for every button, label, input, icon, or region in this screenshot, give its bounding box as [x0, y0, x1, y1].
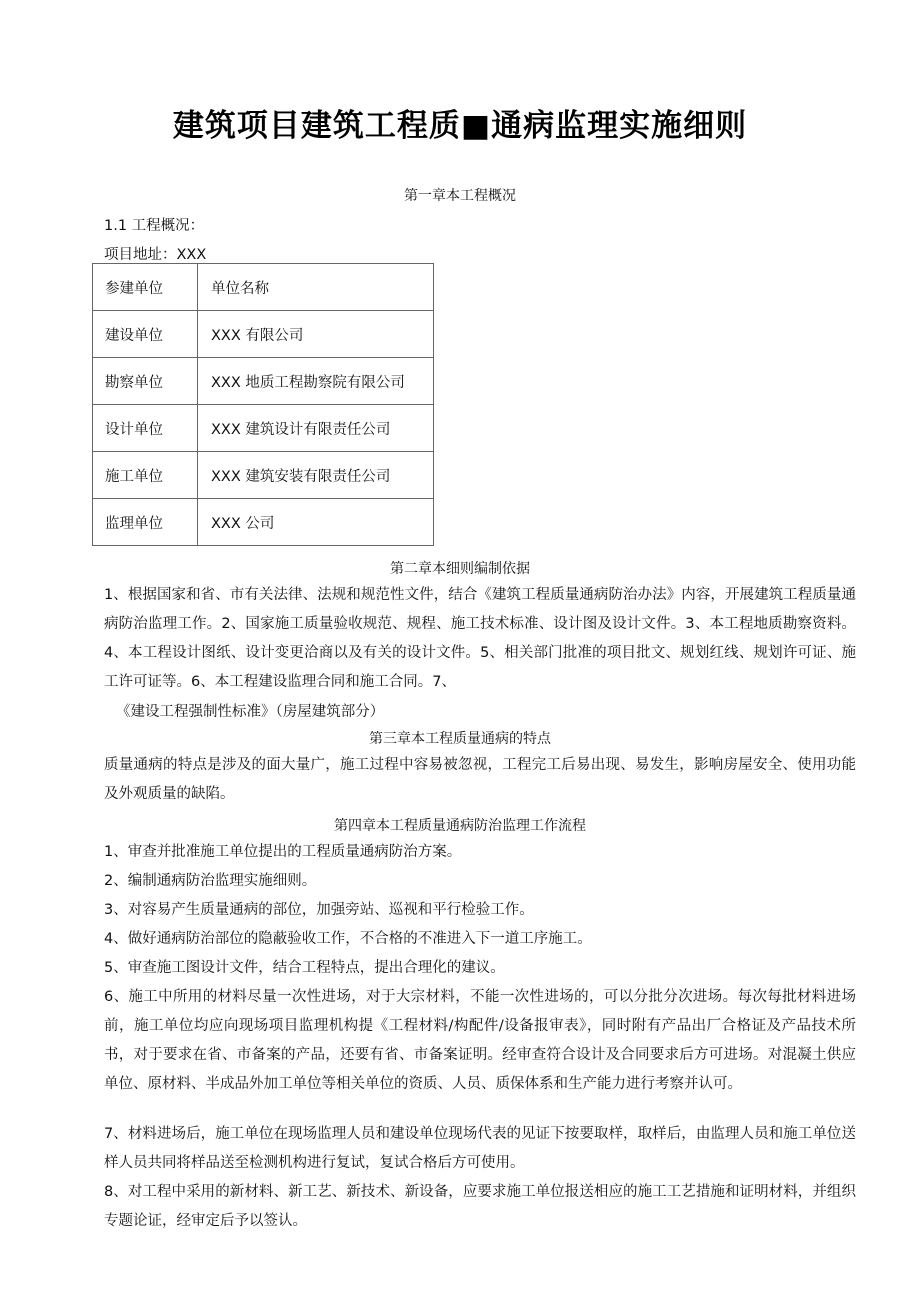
table-cell: XXX 建筑安装有限责任公司 [198, 452, 434, 499]
table-row [93, 358, 434, 405]
table-row [93, 405, 434, 452]
project-address: 项目地址：XXX [104, 247, 207, 263]
participating-units-table [92, 263, 434, 546]
table-cell: XXX 公司 [198, 499, 434, 546]
chapter-4-item: 8、对工程中采用的新材料、新工艺、新技术、新设备，应要求施工单位报送相应的施工工艺措施和证明材料，并组织专题论证，经审定后予以签认。 [104, 1184, 856, 1229]
chapter-4-item: 6、施工中所用的材料尽量一次性进场，对于大宗材料，不能一次性进场的，可以分批分次进场。每次每批材料进场前，施工单位均应向现场项目监理机构提《工程材料/构配件/设备报审表》，同时附有产品出厂合格证及产品技术所书，对于要求在省、市备案的产品，还要有省、市备案证明。经审查符合设计及合同要求后方可进场。对混凝土供应单位、原材料、半成品外加工单位等相关单位的资质、人员、质保体系和生产能力进行考察并认可。 [104, 989, 856, 1092]
chapter-2-body-tail: 《建设工程强制性标准》（房屋建筑部分） [116, 704, 385, 720]
table-cell: 建设单位 [93, 311, 198, 358]
chapter-3-heading: 第三章本工程质量通病的特点 [369, 731, 551, 747]
table-header-row [93, 264, 434, 311]
table-cell: 参建单位 [93, 264, 198, 311]
chapter-4-item: 4、做好通病防治部位的隐蔽验收工作，不合格的不准进入下一道工序施工。 [104, 931, 592, 947]
table-cell: 设计单位 [93, 405, 198, 452]
document-title: 建筑项目建筑工程质■通病监理实施细则 [172, 108, 748, 144]
table-cell: 勘察单位 [93, 358, 198, 405]
chapter-4-heading: 第四章本工程质量通病防治监理工作流程 [334, 818, 586, 834]
table-row [93, 452, 434, 499]
chapter-2-heading: 第二章本细则编制依据 [390, 561, 530, 577]
chapter-4-item: 3、对容易产生质量通病的部位，加强旁站、巡视和平行检验工作。 [104, 902, 534, 918]
table-cell: XXX 建筑设计有限责任公司 [198, 405, 434, 452]
table-cell: XXX 有限公司 [198, 311, 434, 358]
chapter-4-item: 5、审查施工图设计文件，结合工程特点，提出合理化的建议。 [104, 960, 505, 976]
table-cell: 监理单位 [93, 499, 198, 546]
table-cell: 单位名称 [198, 264, 434, 311]
chapter-3-body: 质量通病的特点是涉及的面大量广，施工过程中容易被忽视，工程完工后易出现、易发生，影响房屋安全、使用功能及外观质量的缺陷。 [104, 757, 856, 802]
table-cell: 施工单位 [93, 452, 198, 499]
chapter-4-item: 1、审查并批准施工单位提出的工程质量通病防治方案。 [104, 844, 462, 860]
table-cell: XXX 地质工程勘察院有限公司 [198, 358, 434, 405]
chapter-4-item: 2、编制通病防治监理实施细则。 [104, 873, 317, 889]
table-row [93, 499, 434, 546]
chapter-2-body: 1、根据国家和省、市有关法律、法规和规范性文件，结合《建筑工程质量通病防治办法》内容，开展建筑工程质量通病防治监理工作。2、国家施工质量验收规范、规程、施工技术标准、设计图及设计文件。3、本工程地质勘察资料。4、本工程设计图纸、设计变更洽商以及有关的设计文件。5、相关部门批准的项目批文、规划红线、规划许可证、施工许可证等。6、本工程建设监理合同和施工合同。7、 [104, 587, 856, 690]
chapter-1-heading: 第一章本工程概况 [404, 188, 516, 204]
chapter-4-item: 7、材料进场后，施工单位在现场监理人员和建设单位现场代表的见证下按要取样，取样后，由监理人员和施工单位送样人员共同将样品送至检测机构进行复试，复试合格后方可使用。 [104, 1126, 856, 1171]
section-1-1-heading: 1.1 工程概况： [104, 218, 205, 234]
table-row [93, 311, 434, 358]
